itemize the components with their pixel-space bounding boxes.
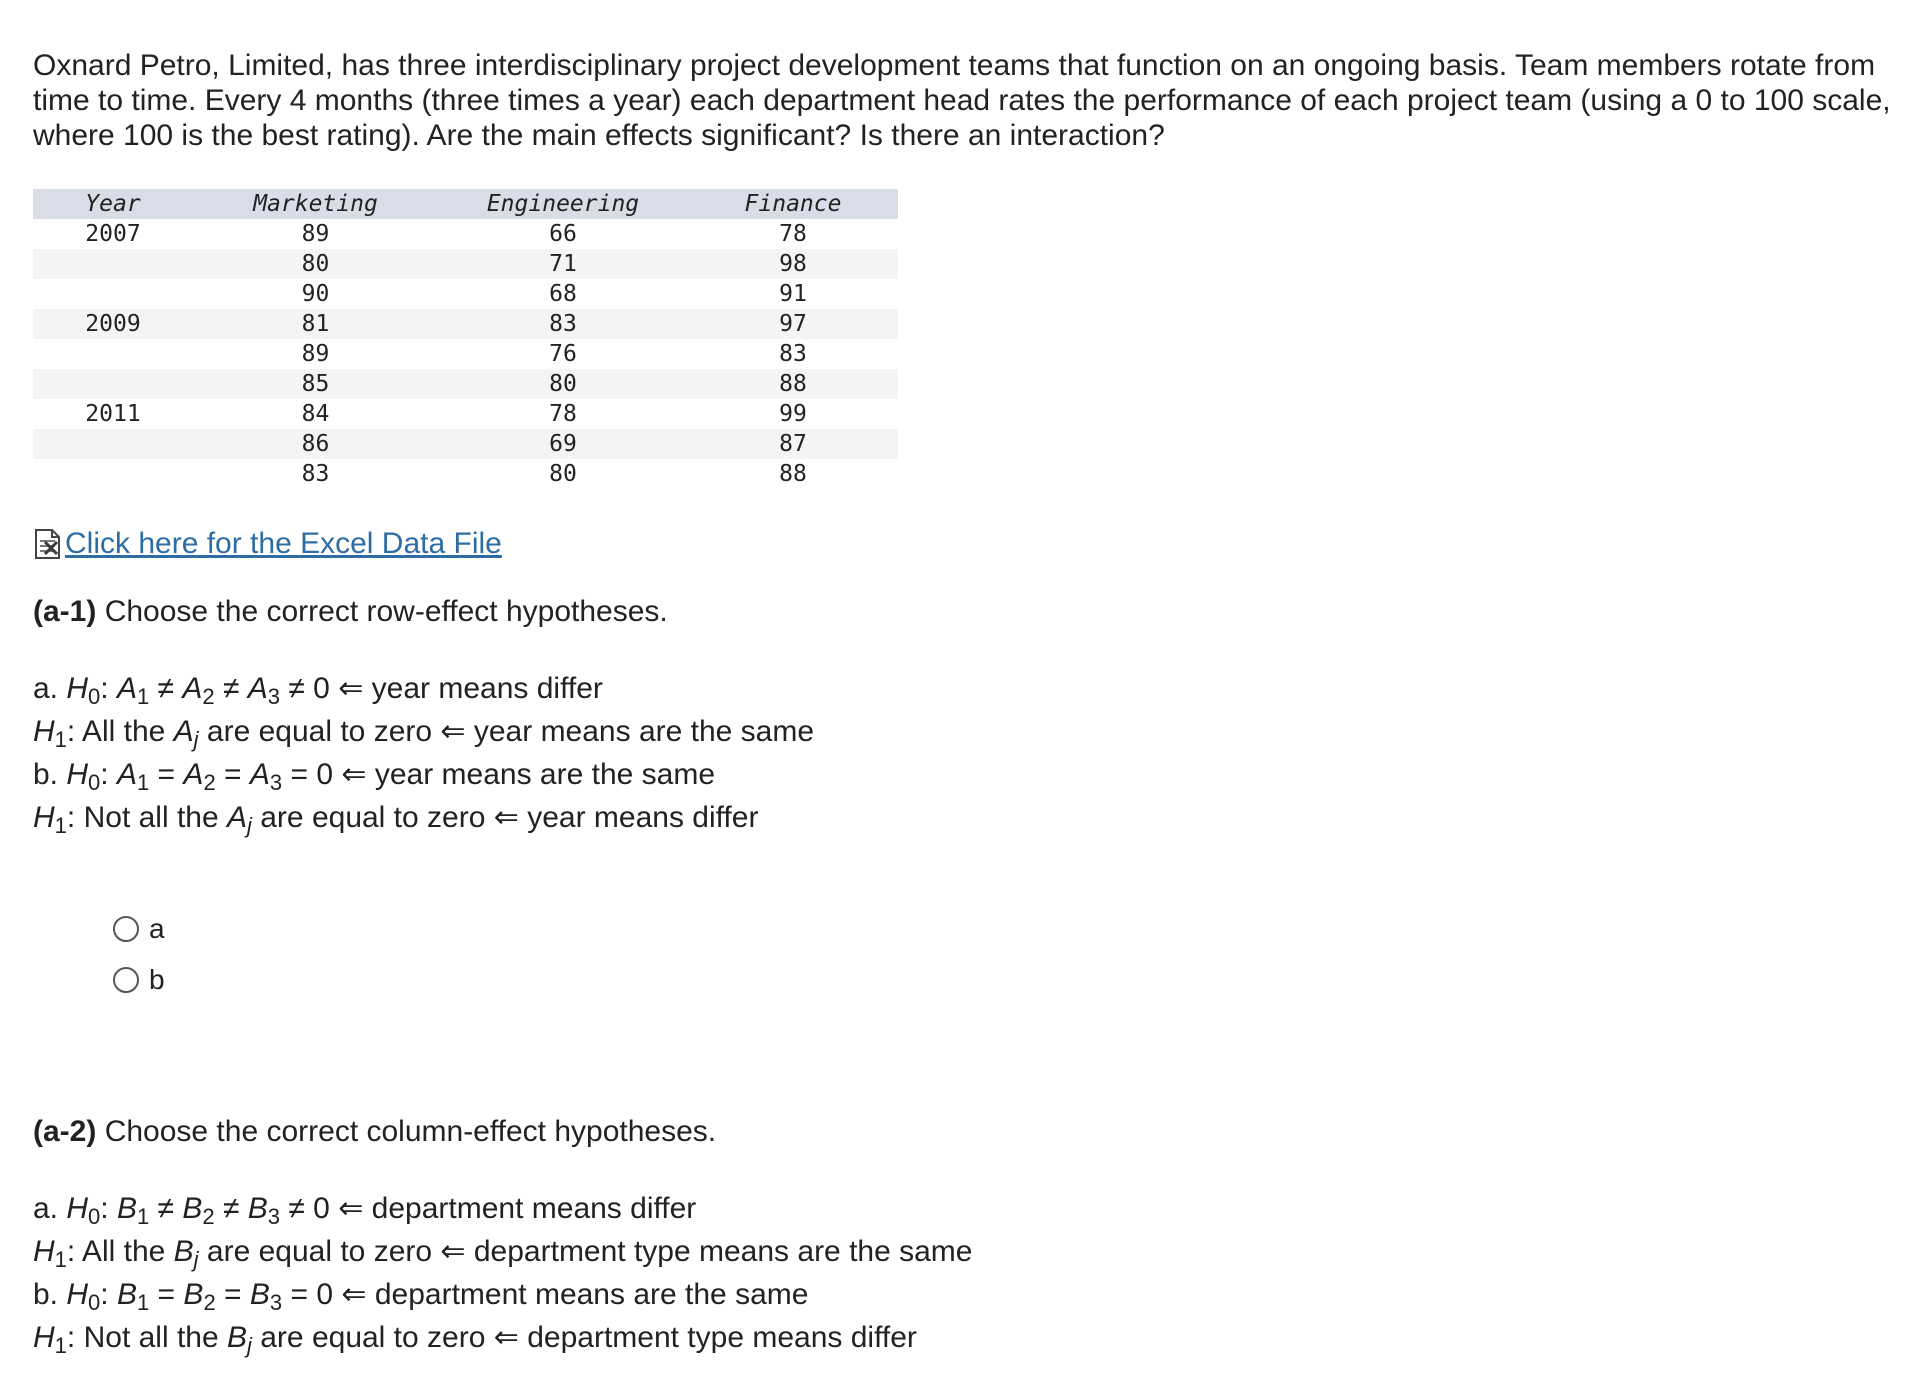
- data-table: [33, 189, 898, 489]
- cell-finance: 98: [688, 249, 898, 279]
- table-row: [33, 369, 898, 399]
- cell-engineering: 80: [549, 461, 577, 487]
- neq-sign: ≠: [280, 1192, 314, 1225]
- cell-marketing: 81: [193, 309, 438, 339]
- neq-sign: ≠: [149, 1192, 183, 1225]
- var-a: A: [173, 715, 194, 748]
- neq-sign: ≠: [214, 672, 248, 705]
- var-b: B: [116, 1192, 137, 1225]
- h0-symbol: H: [66, 758, 89, 791]
- var-b: B: [173, 1235, 194, 1268]
- hypothesis-text: department type means differ: [527, 1321, 917, 1354]
- hypothesis-text: : Not all the: [66, 1321, 227, 1354]
- eq-sign: =: [215, 758, 250, 791]
- hypothesis-text: year means are the same: [473, 715, 815, 748]
- a1-option-a-h0: [33, 667, 1913, 710]
- h0-subscript: 0: [88, 770, 101, 795]
- var-b: B: [182, 1192, 203, 1225]
- arrow: ⇐: [329, 672, 372, 705]
- a1-option-a-h1: [33, 710, 1913, 753]
- radio-label-b[interactable]: b: [149, 963, 165, 995]
- h0-symbol: H: [66, 672, 89, 705]
- hypothesis-text: department type means are the same: [473, 1235, 973, 1268]
- cell-finance: 99: [779, 401, 807, 427]
- table-row: [33, 399, 898, 429]
- subscript: 1: [136, 1290, 150, 1315]
- cell-marketing: 90: [301, 281, 330, 307]
- hypothesis-text: are equal to zero: [206, 1235, 433, 1268]
- cell-engineering: 78: [549, 401, 577, 427]
- header-year: Year: [33, 189, 193, 219]
- hypothesis-text: department means are the same: [374, 1278, 809, 1311]
- option-prefix: b.: [33, 1278, 67, 1311]
- excel-data-file-link[interactable]: [33, 527, 1913, 561]
- cell-marketing: 85: [193, 369, 438, 399]
- cell-year: 2011: [85, 401, 141, 427]
- question-a2-label: (a-2): [33, 1115, 97, 1148]
- arrow: ⇐: [485, 1321, 528, 1354]
- excel-file-icon[interactable]: [33, 528, 63, 560]
- question-a1-label: (a-1): [33, 595, 97, 628]
- colon: :: [100, 1278, 117, 1311]
- table-row: [33, 339, 898, 369]
- var-b: B: [183, 1278, 204, 1311]
- radio-button-a[interactable]: [113, 916, 139, 942]
- a2-hypotheses: [33, 1187, 1913, 1359]
- hypothesis-text: department means differ: [371, 1192, 697, 1225]
- subscript: 3: [267, 684, 281, 709]
- question-a1-text: Choose the correct row-effect hypotheses.: [104, 595, 668, 628]
- subscript: 2: [202, 684, 215, 709]
- eq-sign: =: [149, 1278, 184, 1311]
- cell-finance: 97: [688, 309, 898, 339]
- subscript-j: j: [193, 1247, 199, 1272]
- arrow: ⇐: [333, 1278, 375, 1311]
- subscript-j: j: [247, 1333, 252, 1358]
- radio-label-a[interactable]: a: [149, 912, 165, 944]
- a2-option-a-h0: [33, 1187, 1913, 1230]
- neq-sign: ≠: [280, 672, 314, 705]
- table-row: [33, 279, 898, 309]
- table-row: [33, 309, 898, 339]
- option-prefix: a.: [33, 1192, 67, 1225]
- excel-link-text[interactable]: Click here for the Excel Data File: [65, 527, 502, 560]
- cell-marketing: 89: [301, 221, 330, 247]
- radio-button-b[interactable]: [113, 967, 139, 993]
- h0-symbol: H: [66, 1192, 89, 1225]
- cell-engineering: 66: [549, 221, 577, 247]
- subscript: 1: [136, 684, 150, 709]
- cell-year: [33, 279, 193, 309]
- var-a: A: [247, 672, 268, 705]
- cell-engineering: 68: [549, 281, 577, 307]
- table-row: [33, 459, 898, 489]
- radio-option-b[interactable]: [113, 954, 1913, 1005]
- header-engineering: Engineering: [438, 189, 688, 219]
- cell-marketing: 89: [301, 341, 330, 367]
- var-a: A: [116, 758, 137, 791]
- a2-option-a-h1: [33, 1230, 1913, 1273]
- a1-option-b-h1: [33, 796, 1913, 839]
- hypothesis-text: year means differ: [371, 672, 603, 705]
- h1-subscript: 1: [54, 727, 67, 752]
- h0-subscript: 0: [88, 1204, 101, 1229]
- subscript: 3: [269, 1290, 283, 1315]
- arrow: ⇐: [329, 1192, 372, 1225]
- arrow: ⇐: [432, 715, 474, 748]
- cell-finance: 88: [688, 369, 898, 399]
- page: [33, 48, 1913, 1359]
- cell-finance: 87: [688, 429, 898, 459]
- cell-year: [33, 369, 193, 399]
- subscript: 2: [203, 770, 216, 795]
- option-prefix: b.: [33, 758, 67, 791]
- arrow: ⇐: [485, 801, 528, 834]
- cell-year: [33, 249, 193, 279]
- cell-marketing: 83: [301, 461, 330, 487]
- arrow: ⇐: [333, 758, 375, 791]
- problem-intro: Oxnard Petro, Limited, has three interdisciplinary project development teams that function on an ongoing basis. Team members rotate from time to time. Every 4 months (three times a year) each department head rates the performance of each project team (using a 0 to 100 scale, where 100 is the best rating). Are the main effects significant? Is there an interaction?: [33, 49, 1891, 152]
- cell-finance: 78: [779, 221, 807, 247]
- cell-marketing: 80: [193, 249, 438, 279]
- var-a: A: [249, 758, 270, 791]
- question-a2-text: Choose the correct column-effect hypotheses.: [104, 1115, 717, 1148]
- var-b: B: [116, 1278, 137, 1311]
- zero: 0: [313, 672, 330, 705]
- h1-symbol: H: [33, 1235, 55, 1268]
- hypothesis-text: are equal to zero: [260, 801, 486, 834]
- hypothesis-text: year means differ: [527, 801, 759, 834]
- cell-engineering: 69: [438, 429, 688, 459]
- zero: 0: [316, 1278, 334, 1311]
- var-a: A: [227, 801, 248, 834]
- question-a1-title: [33, 595, 1913, 629]
- subscript-j: j: [193, 727, 199, 752]
- colon: :: [100, 672, 117, 705]
- cell-year: [33, 339, 193, 369]
- eq-sign: =: [215, 1278, 250, 1311]
- h1-symbol: H: [33, 715, 55, 748]
- hypothesis-text: are equal to zero: [206, 715, 433, 748]
- neq-sign: ≠: [149, 672, 183, 705]
- cell-year: [33, 429, 193, 459]
- subscript: 3: [267, 1204, 281, 1229]
- cell-engineering: 71: [438, 249, 688, 279]
- hypothesis-text: year means are the same: [374, 758, 716, 791]
- zero: 0: [313, 1192, 330, 1225]
- colon: :: [100, 758, 117, 791]
- table-row: [33, 249, 898, 279]
- a1-hypotheses: [33, 667, 1913, 839]
- cell-finance: 83: [779, 341, 807, 367]
- cell-year: 2009: [33, 309, 193, 339]
- h0-subscript: 0: [88, 1290, 101, 1315]
- h1-symbol: H: [33, 1321, 55, 1354]
- zero: 0: [316, 758, 334, 791]
- var-b: B: [247, 1192, 268, 1225]
- cell-year: [33, 459, 193, 489]
- radio-option-a[interactable]: [113, 903, 1913, 954]
- table-header-row: [33, 189, 898, 219]
- cell-finance: 88: [779, 461, 807, 487]
- table-row: [33, 429, 898, 459]
- cell-marketing: 86: [193, 429, 438, 459]
- hypothesis-text: are equal to zero: [260, 1321, 486, 1354]
- cell-finance: 91: [779, 281, 807, 307]
- var-a: A: [116, 672, 137, 705]
- h1-symbol: H: [33, 801, 55, 834]
- var-a: A: [183, 758, 204, 791]
- option-prefix: a.: [33, 672, 67, 705]
- var-b: B: [227, 1321, 248, 1354]
- subscript-j: j: [247, 813, 252, 838]
- h1-subscript: 1: [54, 1333, 67, 1358]
- subscript: 1: [136, 1204, 150, 1229]
- a1-option-b-h0: [33, 753, 1913, 796]
- a2-option-b-h1: [33, 1316, 1913, 1359]
- arrow: ⇐: [432, 1235, 474, 1268]
- eq-sign: =: [282, 1278, 317, 1311]
- hypothesis-text: : Not all the: [66, 801, 227, 834]
- cell-engineering: 76: [549, 341, 577, 367]
- a1-radio-group: [33, 903, 1913, 1005]
- header-finance: Finance: [688, 189, 898, 219]
- question-a2-title: [33, 1115, 1913, 1149]
- colon: :: [100, 1192, 117, 1225]
- hypothesis-text: : All the: [66, 715, 174, 748]
- h0-symbol: H: [66, 1278, 89, 1311]
- h0-subscript: 0: [88, 684, 101, 709]
- header-marketing: Marketing: [193, 189, 438, 219]
- cell-engineering: 83: [438, 309, 688, 339]
- hypothesis-text: : All the: [66, 1235, 174, 1268]
- h1-subscript: 1: [54, 813, 67, 838]
- subscript: 1: [136, 770, 150, 795]
- h1-subscript: 1: [54, 1247, 67, 1272]
- eq-sign: =: [149, 758, 184, 791]
- subscript: 2: [202, 1204, 215, 1229]
- a2-option-b-h0: [33, 1273, 1913, 1316]
- var-a: A: [182, 672, 203, 705]
- cell-year: 2007: [85, 221, 141, 247]
- cell-engineering: 80: [438, 369, 688, 399]
- var-b: B: [249, 1278, 270, 1311]
- subscript: 2: [203, 1290, 216, 1315]
- neq-sign: ≠: [214, 1192, 248, 1225]
- eq-sign: =: [282, 758, 317, 791]
- cell-marketing: 84: [301, 401, 330, 427]
- table-row: [33, 219, 898, 249]
- subscript: 3: [269, 770, 283, 795]
